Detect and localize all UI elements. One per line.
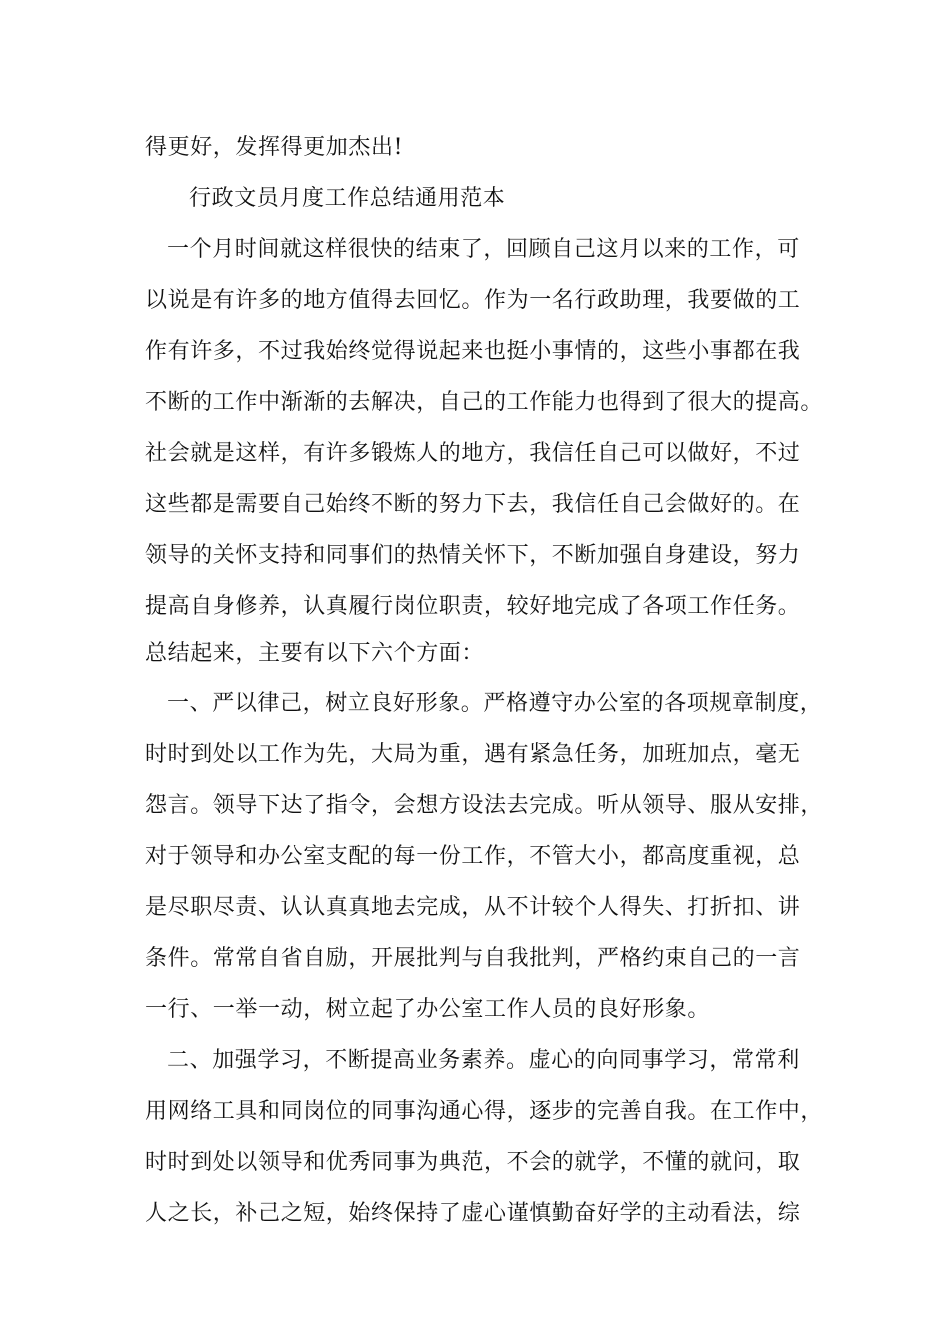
text-line: 提高自身修养，认真履行岗位职责，较好地完成了各项工作任务。 bbox=[145, 594, 801, 619]
text-line: 社会就是这样，有许多锻炼人的地方，我信任自己可以做好，不过 bbox=[145, 441, 801, 466]
text-line: 得更好，发挥得更加杰出! bbox=[145, 135, 404, 160]
text-line: 怨言。领导下达了指令，会想方设法去完成。听从领导、服从安排， bbox=[145, 793, 824, 818]
text-line: 这些都是需要自己始终不断的努力下去，我信任自己会做好的。在 bbox=[145, 492, 801, 517]
text-line: 条件。常常自省自励，开展批判与自我批判，严格约束自己的一言 bbox=[145, 946, 801, 971]
text-line: 对于领导和办公室支配的每一份工作，不管大小，都高度重视，总 bbox=[145, 844, 801, 869]
text-line: 一、严以律己，树立良好形象。严格遵守办公室的各项规章制度， bbox=[167, 691, 823, 716]
text-line: 不断的工作中渐渐的去解决，自己的工作能力也得到了很大的提高。 bbox=[145, 390, 824, 415]
text-line: 用网络工具和同岗位的同事沟通心得，逐步的完善自我。在工作中， bbox=[145, 1099, 824, 1124]
section-title: 行政文员月度工作总结通用范本 bbox=[189, 186, 506, 211]
text-line: 以说是有许多的地方值得去回忆。作为一名行政助理，我要做的工 bbox=[145, 288, 801, 313]
text-line: 时时到处以领导和优秀同事为典范，不会的就学，不懂的就问，取 bbox=[145, 1150, 801, 1175]
text-line: 领导的关怀支持和同事们的热情关怀下，不断加强自身建设，努力 bbox=[145, 543, 801, 568]
text-line: 二、加强学习，不断提高业务素养。虚心的向同事学习，常常利 bbox=[167, 1048, 800, 1073]
text-line: 作有许多，不过我始终觉得说起来也挺小事情的，这些小事都在我 bbox=[145, 339, 801, 364]
text-line: 人之长，补己之短，始终保持了虚心谨慎勤奋好学的主动看法，综 bbox=[145, 1201, 801, 1226]
text-line: 是尽职尽责、认认真真地去完成，从不计较个人得失、打折扣、讲 bbox=[145, 895, 801, 920]
text-line: 一个月时间就这样很快的结束了，回顾自己这月以来的工作，可 bbox=[167, 237, 800, 262]
text-line: 总结起来，主要有以下六个方面： bbox=[145, 641, 485, 666]
text-line: 一行、一举一动，树立起了办公室工作人员的良好形象。 bbox=[145, 997, 711, 1022]
text-line: 时时到处以工作为先，大局为重，遇有紧急任务，加班加点，毫无 bbox=[145, 742, 801, 767]
